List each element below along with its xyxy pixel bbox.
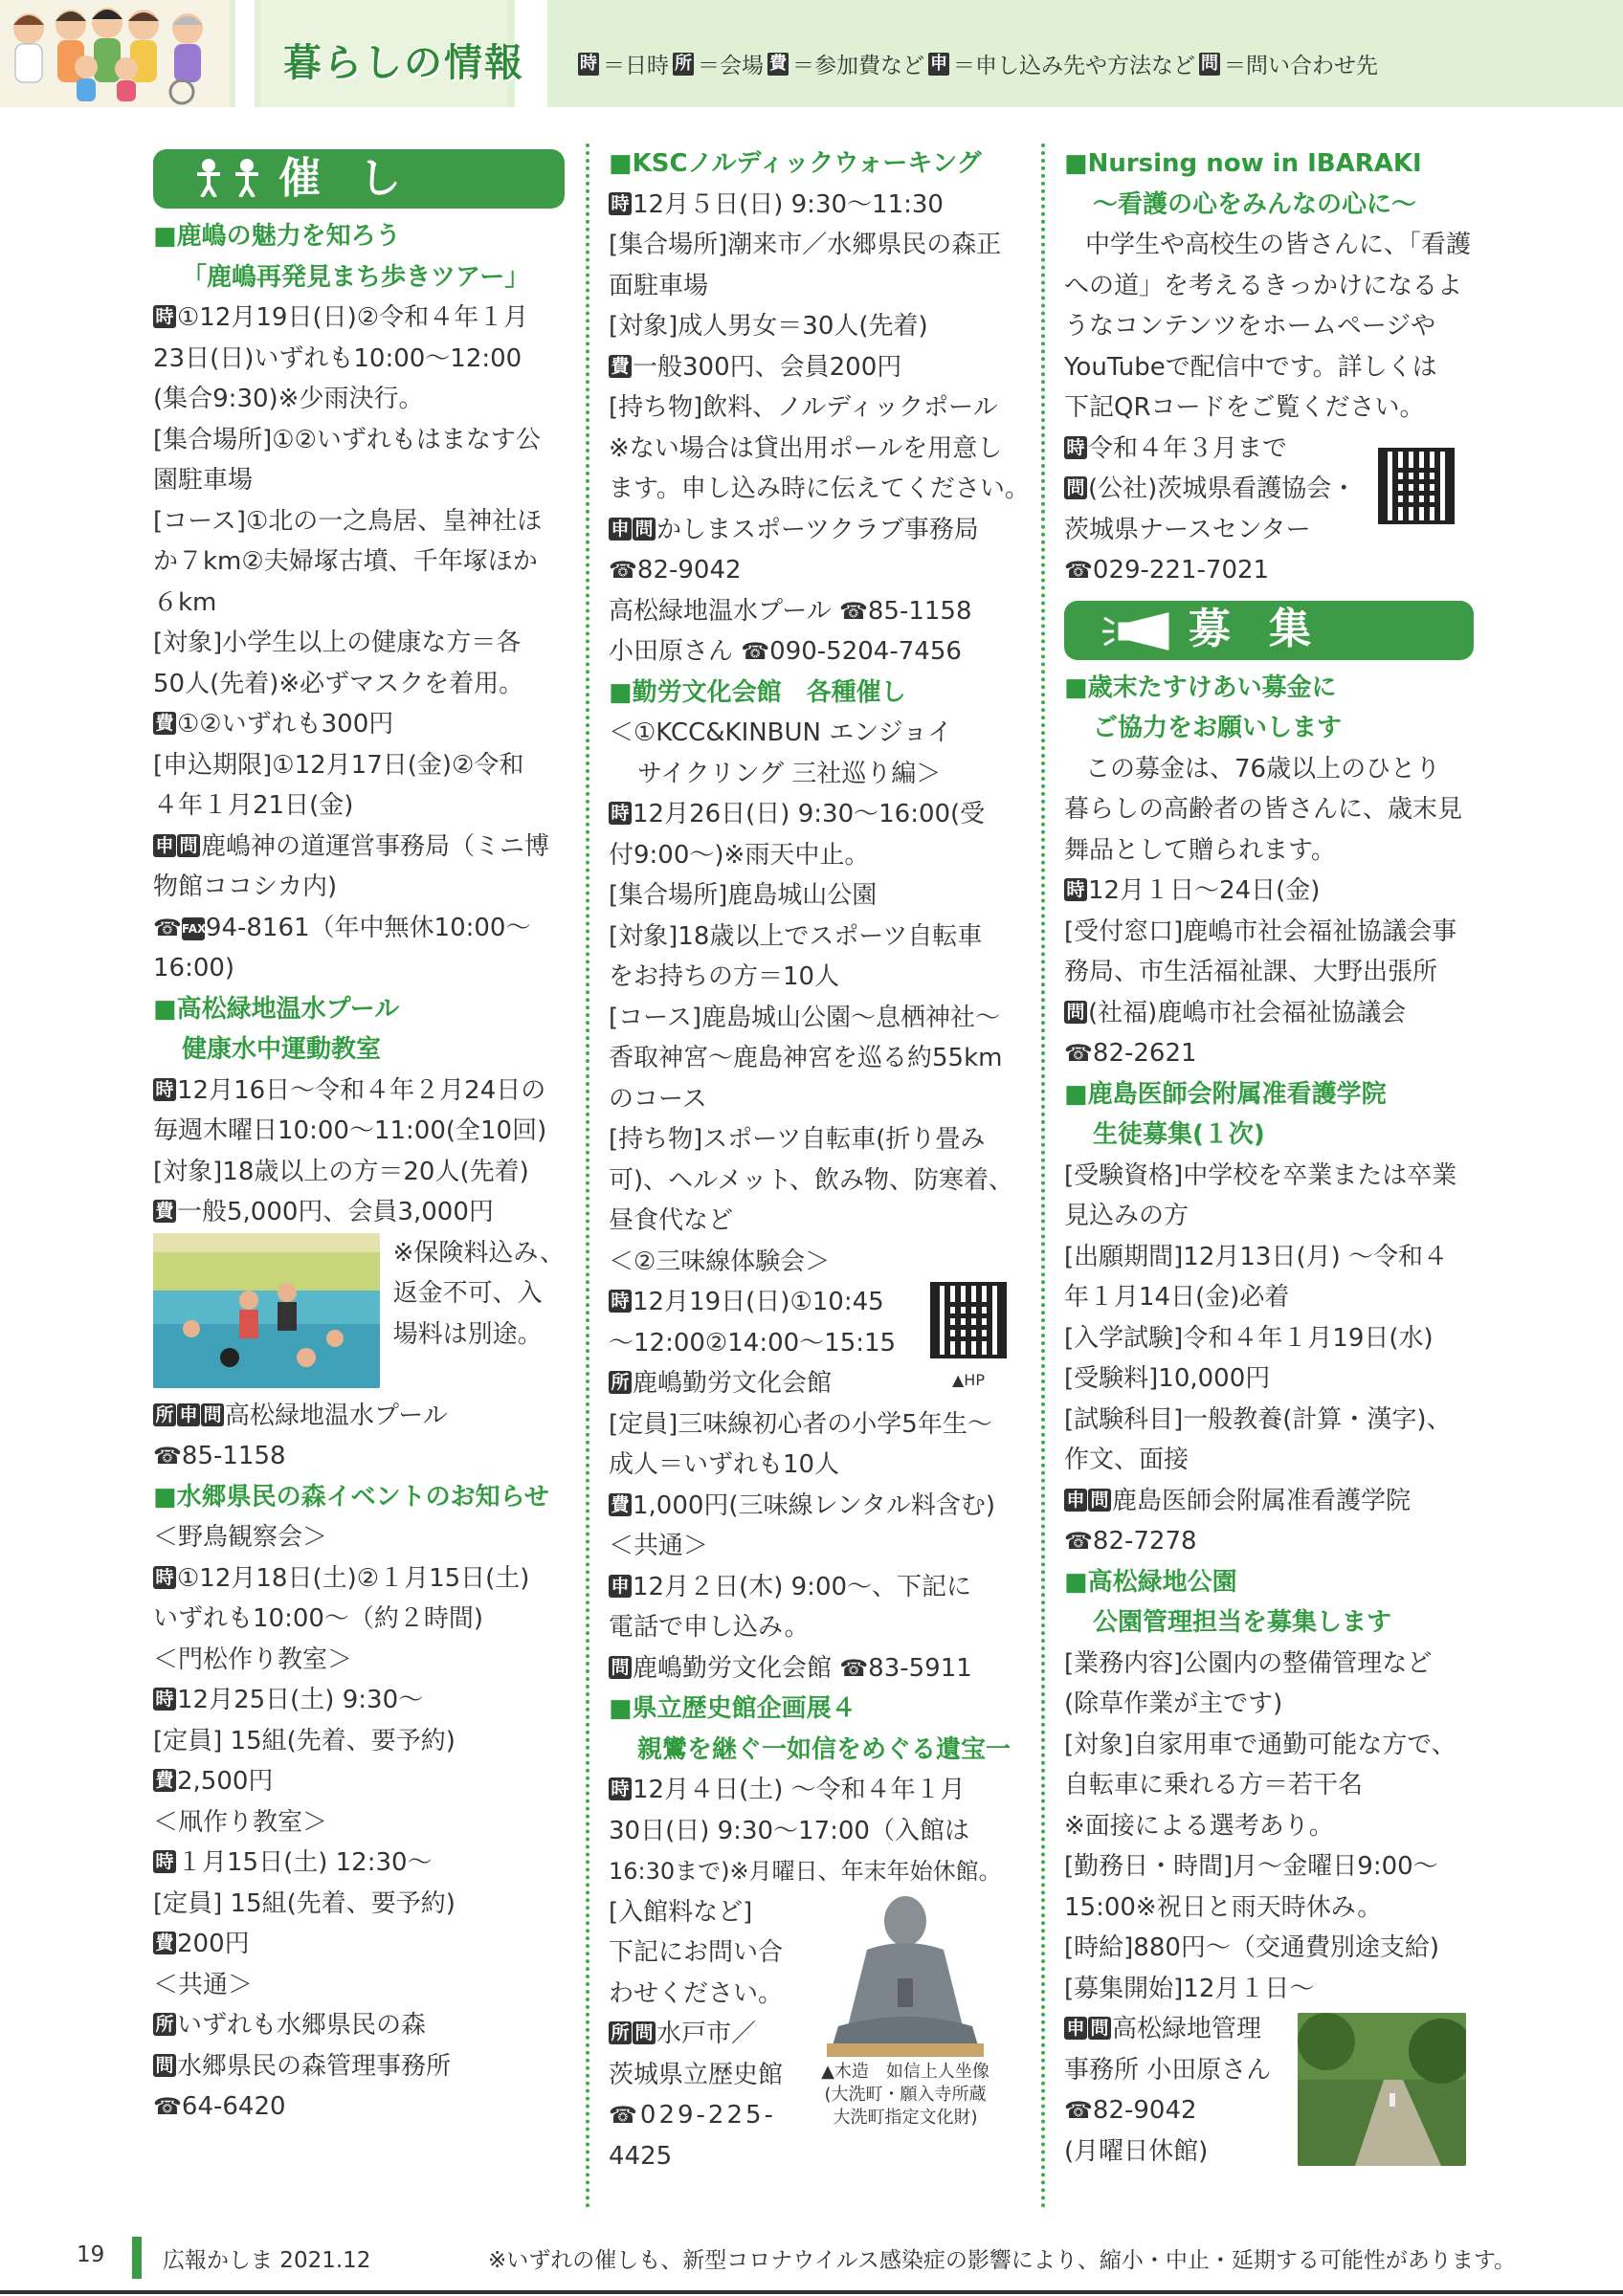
- fee-icon: 費: [153, 712, 176, 735]
- icon-legend: 時 ＝日時 所 ＝会場 費 ＝参加費など 申 ＝申し込み先や方法など 問 ＝問い合わせ先: [580, 53, 1378, 78]
- phone-icon: ☎: [1064, 557, 1093, 584]
- inquiry-icon: 問: [1201, 53, 1218, 74]
- column-divider: [1041, 144, 1045, 2210]
- fee-icon: 費: [153, 1932, 176, 1954]
- place-icon: 所: [675, 53, 692, 74]
- inquiry-icon: 問: [633, 518, 656, 541]
- apply-icon: 申: [1064, 2017, 1087, 2040]
- fee-icon: 費: [769, 53, 787, 74]
- family-illustration: [0, 0, 230, 107]
- column-divider: [586, 144, 589, 2210]
- phone-icon: ☎: [609, 557, 637, 584]
- inquiry-icon: 問: [609, 1656, 632, 1679]
- phone-icon: ☎: [1064, 1040, 1093, 1067]
- megaphone-icon: [1101, 610, 1187, 663]
- time-icon: 時: [153, 1078, 176, 1101]
- apply-icon: 申: [177, 1403, 200, 1426]
- place-icon: 所: [153, 2013, 176, 2036]
- fee-icon: 費: [609, 355, 632, 378]
- phone-icon: ☎: [153, 1443, 182, 1469]
- phone-icon: ☎: [1064, 1528, 1093, 1555]
- column-2: ■KSCノルディックウォーキング 時 12月５日(日) 9:30～11:30 [集合場所]潮来市／水郷県民の森正 面駐車場 [対象]成人男女＝30人(先着) 費 一般300円、会員200円 [持ち物]飲料、ノルディックポール ※ない場合は貸出用ポールを用意し ます。申し込み時に伝えてください。 申 問 かしまスポーツクラブ事務局 ☎82-9042 高松緑地温水プール ☎85-1158 小田原さん ☎090-5204-7456 ■勤労文化会館 各種催し ＜①KCC&KINBUN エンジョイ サイクリング 三社巡り編＞ 時 12月26日(日) 9:30～16:00(受 付9:00～)※雨天中止。 [集合場所]鹿島城山公園 [対象]18歳以上でスポーツ自転車 をお持ちの方＝10人 [コース]鹿島城山公園～息栖神社～ 香取神宮～鹿島神宮を巡る約55km のコース [持ち物]スポーツ自転車(折り畳み 可)、ヘルメット、飲み物、防寒着、 昼食代など ＜②三味線体験会＞ 時 12月19日(日)①10:45 ～12:00②14:00～15:15 ▲HP 所 鹿嶋勤労文化会館 [定員]三味線初心者の小学5年生～ 成人＝いずれも10人 費 1,000円(三味線レンタル料含む) ＜共通＞ 申 12月２日(木) 9:00～、下記に 電話で申し込み。 問 鹿嶋勤労文化会館 ☎83-5911 ■県立歴史館企画展４ 親鸞を継ぐ一如信をめぐる遺宝一 時 12月４日(土) ～令和４年１月 30日(日) 9:30～17:00（入館は 16:30まで)※月曜日、年末年始休館。 [入館料など] 下記にお問い合 わせください。 所 問 水戸市／ 茨城県立歴史館 ☎029-225- 4425 ▲木造 如信上人坐像 (大洗町・願入寺所蔵 大洗町指定文化財): [609, 149, 1030, 2171]
- page-footer: [0, 2242, 1623, 2296]
- time-icon: 時: [153, 1850, 176, 1873]
- inquiry-icon: 問: [1064, 1001, 1087, 1024]
- apply-icon: 申: [609, 1575, 632, 1598]
- recruitment-banner: 募集: [1064, 601, 1474, 660]
- time-icon: 時: [153, 1566, 176, 1589]
- fax-icon: FAX: [182, 917, 205, 940]
- fee-icon: 費: [153, 1200, 176, 1223]
- people-icon: [189, 159, 266, 208]
- footer-note: ※いずれの催しも、新型コロナウイルス感染症の影響により、縮小・中止・延期する可能性があります。: [488, 2248, 1517, 2273]
- phone-icon: ☎: [609, 2102, 640, 2129]
- apply-icon: 申: [930, 53, 947, 74]
- place-icon: 所: [609, 2021, 632, 2044]
- page-title: 暮らしの情報: [283, 41, 524, 85]
- place-icon: 所: [153, 1403, 176, 1426]
- inquiry-icon: 問: [1064, 476, 1087, 499]
- apply-icon: 申: [153, 834, 176, 857]
- park-photo: [1298, 2013, 1466, 2166]
- hp-qr-code[interactable]: [930, 1282, 1007, 1358]
- time-icon: 時: [580, 53, 597, 74]
- column-1: 催し ■鹿嶋の魅力を知ろう 「鹿嶋再発見まち歩きツアー」 時 ①12月19日(日)②令和４年１月 23日(日)いずれも10:00～12:00 (集合9:30)※少雨決行。 [集合場所]①②いずれもはまなす公 園駐車場 [コース]①北の一之鳥居、皇神社ほ か７km②夫婦塚古墳、千年塚ほか ６km [対象]小学生以上の健康な方＝各 50人(先着)※必ずマスクを着用。 費 ①②いずれも300円 [申込期限]①12月17日(金)②令和 ４年１月21日(金) 申 問 鹿嶋神の道運営事務局（ミニ博 物館ココシカ内) ☎FAX94-8161（年中無休10:00～ 16:00) ■高松緑地温水プール 健康水中運動教室 時 12月16日～令和４年２月24日の 毎週木曜日10:00～11:00(全10回) [対象]18歳以上の方＝20人(先着) 費 一般5,000円、会員3,000円 ※保険料込み、 返金不可、入 場料は別途。 所 申 問 高松緑地温水プール ☎85-1158 ■水郷県民の森イベントのお知らせ ＜野鳥観察会＞ 時 ①12月18日(土)②１月15日(土) いずれも10:00～（約２時間) ＜門松作り教室＞ 時 12月25日(土) 9:30～ [定員] 15組(先着、要予約) 費 2,500円 ＜凧作り教室＞ 時 １月15日(土) 12:30～ [定員] 15組(先着、要予約) 費 200円 ＜共通＞ 所 いずれも水郷県民の森 問 水郷県民の森管理事務所 ☎64-6420: [153, 144, 565, 2128]
- magazine-name: 広報かしま 2021.12: [163, 2248, 371, 2273]
- time-icon: 時: [609, 1290, 632, 1313]
- inquiry-icon: 問: [1088, 1489, 1111, 1512]
- time-icon: 時: [153, 305, 176, 328]
- inquiry-icon: 問: [177, 834, 200, 857]
- place-icon: 所: [609, 1371, 632, 1394]
- phone-icon: ☎: [153, 2093, 182, 2120]
- inquiry-icon: 問: [153, 2054, 176, 2077]
- fee-icon: 費: [609, 1493, 632, 1516]
- time-icon: 時: [609, 1777, 632, 1800]
- time-icon: 時: [1064, 878, 1087, 901]
- phone-icon: ☎: [838, 597, 868, 625]
- phone-icon: ☎: [839, 1654, 869, 1682]
- inquiry-icon: 問: [633, 2021, 656, 2044]
- inquiry-icon: 問: [201, 1403, 224, 1426]
- page-number: 19: [77, 2242, 105, 2267]
- time-icon: 時: [1064, 436, 1087, 459]
- fee-icon: 費: [153, 1769, 176, 1792]
- phone-icon: ☎: [741, 638, 770, 665]
- statue-photo: [810, 1892, 1001, 2061]
- column-3: ■Nursing now in IBARAKI ～看護の心をみんなの心に～ 中学生や高校生の皆さんに、「看護 への道」を考えるきっかけになるよ うなコンテンツをホームページや YouTubeで配信中です。詳しくは 下記QRコードをご覧ください。 時 令和４年３月まで 問 (公社)茨城県看護協会・ 茨城県ナースセンター ☎029-221-7021 募集 ■歳末たすけあい募金に ご協力をお願いします この募金は、76歳以上のひとり 暮らしの高齢者の皆さんに、歳末見 舞品として贈られます。 時 12月１日～24日(金) [受付窓口]鹿嶋市社会福祉協議会事 務局、市生活福祉課、大野出張所 問 (社福)鹿嶋市社会福祉協議会 ☎82-2621 ■鹿島医師会附属准看護学院 生徒募集(１次) [受験資格]中学校を卒業または卒業 見込みの方 [出願期間]12月13日(月) ～令和４ 年１月14日(金)必着 [入学試験]令和４年１月19日(水) [受験料]10,000円 [試験科目]一般教養(計算・漢字)、 作文、面接 申 問 鹿島医師会附属准看護学院 ☎82-7278 ■高松緑地公園 公園管理担当を募集します [業務内容]公園内の整備管理など (除草作業が主です) [対象]自家用車で通勤可能な方で、 自転車に乗れる方＝若干名 ※面接による選考あり。 [勤務日・時間]月～金曜日9:00～ 15:00※祝日と雨天時休み。 [時給]880円～（交通費別途支給) [募集開始]12月１日～ 申 問 高松緑地管理 事務所 小田原さん ☎82-9042 (月曜日休館): [1064, 144, 1474, 2172]
- pool-exercise-photo: [153, 1233, 380, 1388]
- time-icon: 時: [153, 1688, 176, 1711]
- page-header: [0, 0, 1623, 107]
- events-banner: 催し: [153, 149, 565, 209]
- apply-icon: 申: [609, 518, 632, 541]
- inquiry-icon: 問: [1088, 2017, 1111, 2040]
- apply-icon: 申: [1064, 1489, 1087, 1512]
- phone-icon: ☎: [1064, 2097, 1093, 2124]
- phone-icon: ☎: [153, 914, 182, 941]
- time-icon: 時: [609, 802, 632, 825]
- time-icon: 時: [609, 192, 632, 215]
- nursing-qr-code[interactable]: [1378, 448, 1455, 524]
